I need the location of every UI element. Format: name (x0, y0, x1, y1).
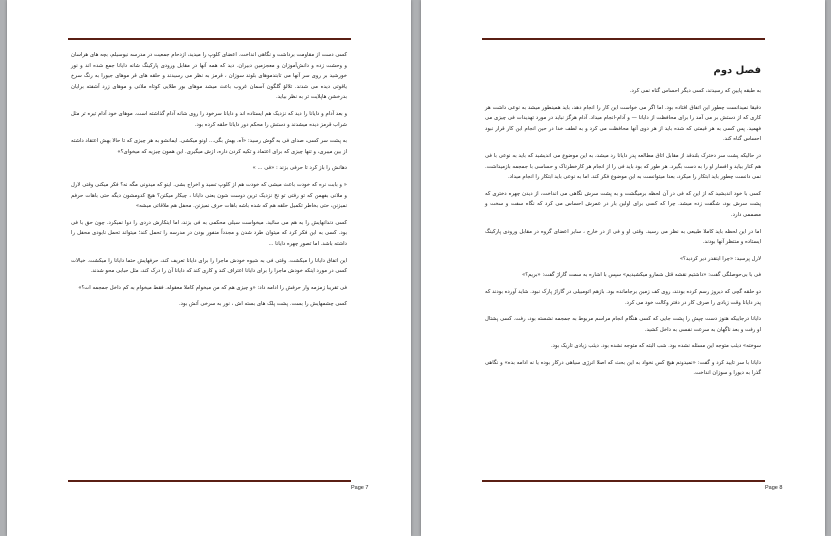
paragraph: و بعد آدام و دایانا را دید که نزدیک هم ایستاده اند و دایانا سرخود را روی شانه آدام گذاشته است. موهای خود آدام تیره تر مثل شراب قرمز دیده میشدند و دستش را محکم دور دایانا حلقه کرده بود. (71, 110, 347, 128)
paragraph: کسی دندانهایش را به هم می سائید. میخواست سیلی محکمی به فی بزند، اما اینکارش دردی را دوا نمیکرد. چون حق با فی بود. کسی به این فکر کرد که میتوان طرد شدن و مجدداً منفور بودن در مدرسه را تحمل کند؛ میتواند تحمل نابودی محفل را داشته باشد. اما تصور چهره دایانا ... (71, 219, 347, 247)
header-rule (482, 38, 765, 40)
paragraph: سوخته» دیئب متوجه این مسئله نشده بود. شب البته که متوجه نشده بود. دیئب زیادی تاریک بود. (550, 343, 761, 350)
paragraph: دقیقا نمیدانست چطور این اتفاق افتاده بود. اما اگر می خواست این کار را انجام دهد، باید همینطور میشد به نوعی داشت هر کاری که از دستش بر می آمد را برای محافظت از دایانا — و آدام-انجام میداد. آدام هرگز نباید در مورد تهدیدات فی چیزی می فهمید. پس کسی به هر قیمتی که شده باید از هر دوی آنها محافظت می کرد و به لطف خدا در حین انجام این کار قرار نبود احساس گناه کند. (485, 104, 761, 143)
paragraph: به پشت سر کسی، صدای فی به گوش رسید: «آه، بهش بگی... اونو میکشی. ایمانشو به هر چیزی که تا حالا بهش اعتقاد داشته از بین میبری، و تنها چیزی که برای اعتماد و تکیه کردن داره، ازش میگیری. این همون چیزیه که میخوای؟» (71, 138, 347, 155)
page-number: Page 8 (765, 485, 783, 491)
paragraph: دایانا درجاییکه هنوز دست چپش را پشت جایی که کسی هنگام انجام مراسم مربوط به جمجمه نشسته بود، رفت. کسی پشتال او رفت و بعد ناگهان به سرعت نفسی به داخل کشید. (485, 316, 761, 333)
page-number: Page 7 (351, 485, 369, 491)
paragraph: دهانش را باز کرد تا حرفی بزند : «فی ... » (252, 165, 347, 172)
paragraph: فی تقریبا زمزمه وار حرفش را ادامه داد: «و چیزی هم که من میخوام کاملا معقوله. فقط میخوام به کم داخل جمجمه ات؟» (78, 284, 347, 291)
header-rule (68, 38, 351, 40)
paragraph: لارل پرسید: «چرا اینقدر دیر کردید؟» (679, 255, 761, 262)
paragraph: دو حلقه گچی که دیروز رسم کرده بودند، روی کف زمین برجامانده بود. بازهم اتومبیلی در گاراژ پارک نبود. شاید آورده بودند که پدر دایانا وقت زیادی را صرف کار در دفتر وکالت خود می کرد. (485, 288, 761, 306)
page-body (485, 50, 761, 385)
paragraph: « و بابت نره که خودت باعث میشی که خودت هم از کلوپ تسید و اخراج بشی. اینو که میدونی مگه نه؟ فکر میکنی وقتی لارل و ملانی بفهمن که تو رفتی تو نخ نزدیک ترین دوست شون یعنی دایانا ، چیکار میکنن؟ هیچ کدومشون دیگه حتی باهات حرفم نمیزنن، حتی بخاطر تکمیل حلقه هم که شده باشه باهات حرف نمیزنن. محفل هم ملاقاتی میشه» (71, 181, 347, 210)
document-page-right (421, 0, 825, 536)
paragraph: کسی چشمهایش را بست. پشت پلک های بسته اش ، نور به سرخی آتش بود. (179, 301, 347, 308)
paragraph: کسی دست از مقاومت برداشت و نگاهی انداخت. اعضای کلوپ را میدید، ازدحام جمعیت در مدرسه نیوسیلم، بچه های هراسان و وحشت زده و دانش‌آموزان و معجزمین دبیران. دید که همه آنها در مقابل ورودی پارکینگ شانه دایانا جمع شده اند و نور خورشید بر روی سر آنها می تابندموهای بلوند سوزان ، قرمز به نظر می رسیدند و حلقه های قر موهای جیورا به رنگ سرخ یاقوتی دیده می شدند. تلالؤ گلگون آسمان غروب باعث میشد موهای بور طلایی کوتاه ملانی و موهای زرد آشفته برایان بدرخشن هاپلایت تر به نظر بیاید. (71, 52, 347, 101)
paragraph: فی با بی‌حوصلگی گفت: «داشتیم نقشه قتل شمارو میکشیدیم» سپس با اشاره به سمت گاراژ گفت: «بریم؟» (521, 272, 761, 279)
chapter-title: فصل دوم (713, 65, 761, 76)
paragraph: به طبقه پایین که رسیدند، کسی دیگر احساس گناه نمی کرد. (629, 88, 761, 94)
footer-rule (68, 480, 351, 482)
paragraph: دایانا با سر تایید کرد و گفت: «نمیدونم هیچ کس نخواد به این بحث که اصلا انرژی سیاهی درکار بوده یا نه ادامه بده» و نگاهی گذرا به دیورا و سوزان انداخت. (485, 359, 761, 377)
document-page-left (7, 0, 411, 536)
paragraph: این اتفاق دایانا را میکشت. وقتی فی به شیوه خودش ماجرا را برای دایانا تعریف کند، حرفهایش حتما دایانا را میکشت. خیالات کسی در مورد اینکه خودش ماجرا را برای دایانا اعتراف کند و کاری کند که دایانا آن را درک کند، مثل حبابی محو شدند. (71, 257, 347, 275)
paragraph: اما در این لحظه باید کاملا طبیعی به نظر می رسید. وقتی او و فی از در خارج ، سایر اعضای گروه در مقابل ورودی پارکینگ ایستاده و منتظر آنها بودند. (485, 228, 761, 246)
footer-rule (482, 480, 765, 482)
page-body (71, 50, 347, 316)
paragraph: در حالیکه پشت سر دخترک بلندقد از مقابل اتاق مطالعه پدر دایانا رد میشد، به این موضوع می اندیشید که باید به نوعی با فی هم کنار بیاید و افسار او را به دست بگیرد. هر طور که بود باید فی را از انجام هر کارخطرناک و حساسی با جمجمه بازمیداشت. نمی دانست چطور باید ابتکار را میکرد، بعدا میتوانست به این موضوع فکر کند. اما به نوعی باید ابتکار را انجام میداد. (485, 152, 761, 181)
paragraph: کسی با خود اندیشید که از این که فی در آن لحظه برمیگشت و به پشت سرش نگاهی می انداخت، از دیدن چهره دختری که پشت سرش بود، شگفت زده میشد. چرا که کسی برای اولین بار در عمرش احساس می کرد که نگاه سفت و سخت و مصممی دارد. (485, 190, 761, 218)
